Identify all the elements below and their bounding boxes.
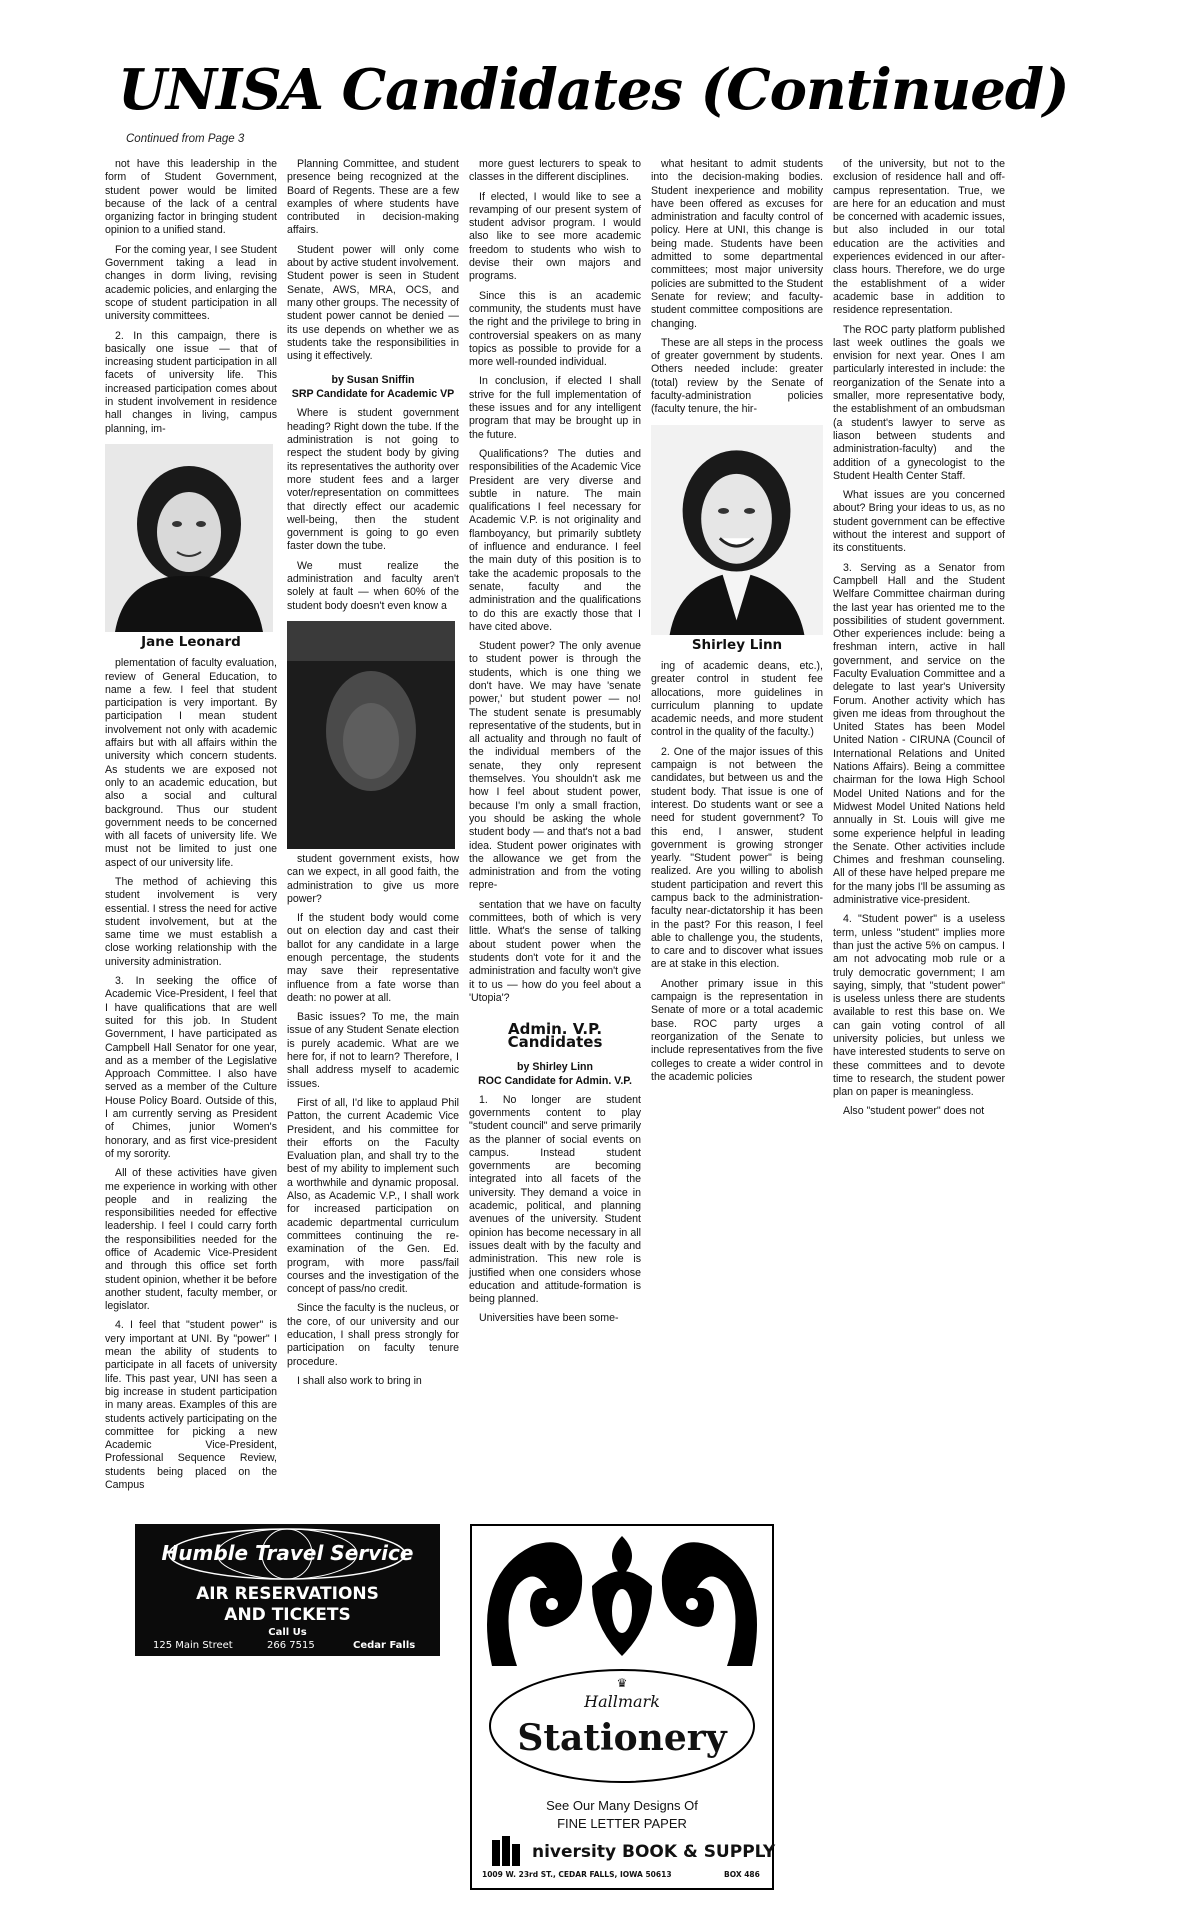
paragraph: 3. In seeking the office of Academic Vice-President, I feel that I have qualifications that are well suited for this job. In Student Government, I have participated as Campbell Hall Senator for one year, and as a member of the Legislative Approach Committee. I also have served as a member of the Culture House Policy Board. Outside of this, I am currently serving as President of Chimes, junior Women's honorary, and as first vice-president of my sorority. — [105, 975, 277, 1160]
article-columns — [105, 158, 1005, 1498]
column-2 — [287, 158, 459, 1394]
column-5 — [833, 158, 1005, 1125]
ad-humble-travel — [135, 1524, 440, 1656]
paragraph: The method of achieving this student involvement is very essential. I stress the need for active student involvement, but at the same time we must establish a close working relationship with the university administration. — [105, 875, 277, 968]
column-2-top — [287, 158, 459, 363]
paragraph: In conclusion, if elected I shall strive for the full implementation of these issues and for any intelligent program that may be brought up in the future. — [469, 375, 641, 441]
paragraph: If elected, I would like to see a revamping of our present system of student advisor program. I would also like to see more academic freedom to students who wish to devise their own majors and programs. — [469, 190, 641, 283]
ad-hallmark-stationery — [470, 1524, 774, 1890]
byline-author: by Shirley Linn — [517, 1060, 593, 1073]
column-3 — [469, 158, 641, 1332]
column-3-top — [469, 158, 641, 1005]
paragraph: Another primary issue in this campaign is the representation in Senate of more or a total academic base. ROC party urges a reorganization of the Senate to include representatives from the five colleges to create a wider control in the academic policies — [651, 977, 823, 1083]
stationery-tagline-2: FINE LETTER PAPER — [557, 1816, 687, 1831]
byline-shirley-linn — [469, 1060, 641, 1088]
paragraph: 1. No longer are student governments content to play "student council" and serve primarily as the planner of social events on campus. Instead student governments are becoming integrated into all facets of the university. They demand a voice in academic, political, and planning avenues of the university. Student opinion has become necessary in all issues dealt with by the faculty and administration. This new role is justified when one considers whose education and attitude-formation is being planned. — [469, 1093, 641, 1306]
paragraph: 4. I feel that "student power" is very important at UNI. By "power" I mean the ability of students to participate in all facets of university life. This past year, UNI has seen a big increase in student participation in many areas. Examples of this are students actively participating on the committee for picking a new Academic Vice-President, Professional Sequence Review, students being placed on the Campus — [105, 1319, 277, 1492]
paragraph: What issues are you concerned about? Bring your ideas to us, as no student government can be effective without the interest and support of its constituents. — [833, 489, 1005, 555]
byline-role: SRP Candidate for Academic VP — [291, 388, 455, 401]
paragraph: If the student body would come out on election day and cast their ballot for any candidate in a large enough percentage, the students may save their representative influence from a fate worse than death: no power at all. — [287, 912, 459, 1004]
store-box: BOX 486 — [724, 1870, 760, 1879]
paragraph: Qualifications? The duties and responsibilities of the Academic Vice President are very diverse and subtle in nature. The main qualifications I feel necessary for Academic V.P. is not originality and flamboyancy, but primarily subtlety of influence and endurance. I feel the main duty of this position is to take the academic proposals to the senate, faculty and the administration and the qualifications to do this are exactly those that I have cited above. — [469, 447, 641, 633]
travel-address: 125 Main Street — [153, 1640, 233, 1651]
column-3-bottom — [469, 1094, 641, 1326]
paragraph: First of all, I'd like to applaud Phil Patton, the current Academic Vice President, and his committee for their efforts on the Faculty Evaluation plan, and shall try to the best of my ability to implement such a worthwhile and dynamic proposal. Also, as Academic V.P., I shall work for increased participation on academic departmental curriculum committees continuing the re-examination of the Gen. Ed. program, with more pass/fail courses and the investigation of the concept of pass/no credit. — [287, 1096, 459, 1296]
paragraph: sentation that we have on faculty committees, both of which is very little. What's the sense of talking about student power when the students don't vote for it and the administration and faculty won't give it to us — how do you feel about a 'Utopia'? — [469, 898, 641, 1004]
stationery-title: Stationery — [517, 1717, 727, 1759]
byline-susan-sniffin — [287, 373, 459, 401]
photo-shirley-linn — [651, 425, 823, 635]
paragraph: more guest lecturers to speak to classes in the different disciplines. — [469, 158, 641, 184]
paragraph: Planning Committee, and student presence being recognized at the Board of Regents. These are a few examples of where students have contributed in decision-making affairs. — [287, 158, 459, 237]
caption-jane-leonard: Jane Leonard — [141, 633, 241, 650]
paragraph: Also "student power" does not — [843, 1105, 985, 1118]
column-5-text — [833, 158, 1005, 1119]
portrait-jane-icon — [105, 444, 273, 632]
portrait-shirley-icon — [651, 425, 823, 635]
column-4 — [651, 158, 823, 1090]
paragraph: student government exists, how can we expect, in all good faith, the administration to give us more power? — [287, 852, 459, 905]
paragraph: For the coming year, I see Student Government taking a lead in changes in dorm living, revising academic policies, and enlarging the scope of student participation in all university committees. — [105, 243, 277, 323]
stationery-tagline-1: See Our Many Designs Of — [546, 1798, 698, 1813]
travel-call-us: Call Us — [268, 1627, 307, 1638]
paragraph: ing of academic deans, etc.), greater control in student fee allocations, more guidelines in curriculum planning to update academic needs, and more student control in the quality of the faculty.) — [651, 659, 823, 739]
store-address: 1009 W. 23rd ST., CEDAR FALLS, IOWA 50613 — [482, 1870, 672, 1879]
portrait-susan-icon — [287, 621, 455, 849]
paragraph: 2. In this campaign, there is basically one issue — that of increasing student participation in all facets of university life. This increased participation comes about in student involvement in residence hall changes in living, campus planning, im- — [105, 329, 277, 435]
paragraph: Universities have been some- — [479, 1312, 619, 1325]
travel-line-2: AND TICKETS — [224, 1605, 351, 1625]
store-name: niversity BOOK & SUPPLY — [532, 1842, 776, 1862]
column-4-bottom — [651, 660, 823, 1084]
column-1-bottom — [105, 657, 277, 1492]
caption-shirley-linn: Shirley Linn — [691, 636, 783, 653]
paragraph: I shall also work to bring in — [297, 1374, 422, 1387]
paragraph: Since this is an academic community, the students must have the right and the privilege to bring in controversial speakers on as many topics as possible to provide for a more well-rounded individual. — [469, 289, 641, 369]
crown-icon: ♛ — [616, 1676, 628, 1690]
paragraph: These are all steps in the process of greater government by students. Others needed include: greater (total) review by the Senate of faculty-administration policies (faculty tenure, the hir- — [651, 336, 823, 416]
byline-author: by Susan Sniffin — [331, 374, 415, 387]
travel-agency-name: Humble Travel Service — [161, 1541, 414, 1565]
page-headline: UNISA Candidates (Continued) — [118, 57, 1069, 123]
paragraph: not have this leadership in the form of Student Government, student power would be limited because of the lack of a central organizing factor in bringing student opinion to a unified stand. — [105, 158, 277, 237]
travel-phone: 266 7515 — [267, 1640, 315, 1651]
paragraph: of the university, but not to the exclusion of residence hall and off-campus representation. True, we are here for an education and must be concerned with academic issues, but also included in our total education are the activities and experiences evidenced in our after-class hours. Therefore, we do urge the establishment of a wider academic base in addition to residence representation. — [833, 158, 1005, 317]
paragraph: The ROC party platform published last week outlines the goals we envision for next year. Ones I am particularly interested in include: the reorganization of the Senate into a smaller, more representative body, the establishment of an ombudsman (a student's lawyer to serve as liason between students and administration-faculty) and the addition of a gynecologist to the Student Health Center Staff. — [833, 323, 1005, 482]
travel-city: Cedar Falls — [353, 1640, 416, 1651]
column-2-mid — [287, 407, 459, 612]
column-4-top — [651, 158, 823, 417]
column-1 — [105, 158, 277, 1498]
ornamental-flourish-icon — [472, 1526, 772, 1676]
travel-line-1: AIR RESERVATIONS — [196, 1584, 379, 1604]
column-2-bottom — [287, 853, 459, 1388]
ads-row — [105, 1510, 1005, 1890]
paragraph: 2. One of the major issues of this campaign is not between the candidates, but between us and the student body. That issue is one of interest. Do students want or see a need for student government? To this end, I answer, student government is growing stronger yearly. "Student power" is being realized. Are you willing to abolish student participation and revert this campus back to the administration-faculty near-dictatorship it has been in the past? For this reason, I feel able to challenge you, the students, to care and to discover what issues are at stake in this election. — [651, 745, 823, 971]
paragraph: We must realize the administration and faculty aren't solely at fault — when 60% of the student body doesn't even know a — [287, 559, 459, 612]
paragraph: Since the faculty is the nucleus, or the core, of our university and our education, I shall press strongly for participation on faculty tenure procedure. — [287, 1302, 459, 1368]
photo-jane-leonard — [105, 444, 273, 632]
paragraph: Where is student government heading? Right down the tube. If the administration is not going to respect the student body by giving its representatives the authority over more student fees and a larger voter/representation on committees that directly effect our academic well-being, then the student government is going to go even faster down the tube. — [287, 407, 459, 553]
continued-from-note: Continued from Page 3 — [126, 133, 245, 145]
paragraph: Student power? The only avenue to student power is through the students, which is one thing we don't have. We may have 'senate power,' but student power — no! The student senate is presumably representative of the students, but in all actuality and through no fault of the individual members of the senate, they only represent themselves. You shouldn't ask me how I feel about student power, because I'm only a small fraction, you should be asking the whole student body — and that's not a bad idea. Student power originates with the allowance we get from the administration and from the voting repre- — [469, 640, 641, 892]
section-heading-admin-vp: Admin. V.P. Candidates — [507, 1020, 603, 1052]
byline-role: ROC Candidate for Admin. V.P. — [478, 1074, 632, 1087]
paragraph: 3. Serving as a Senator from Campbell Hall and the Student Welfare Committee chairman during the last year has oriented me to the possibilities of student government. Other experiences include: being a freshman intern, active in hall government, and service on the Faculty Evaluation Committee and a delegate to last year's University Forum. Another activity which has given me ideas from throughout the United States has been Model United Nation - CIRUNA (Council of International Relations and United Nations Affairs). Being a committee chairman for the Iowa High School Model United Nations and for the Midwest Model United Nations held annually in St. Louis will give me some experience helpful in leading the Senate. Other activities include Chimes and freshman counseling. All of these have helped prepare me for the many jobs I'll be assuming as administrative vice-president. — [833, 561, 1005, 907]
hallmark-logo: Hallmark — [584, 1692, 660, 1711]
paragraph: 4. "Student power" is a useless term, unless "student" implies more than just the active 5% on campus. I am not advocating mob rule or a truly democratic government; I am saying, simply, that "student power" is useless unless there are students available to rest this base on. We can gain voting control of all university policies, but unless we have interested students to serve on these committees and to devote time to research, the student power plan on paper is meaningless. — [833, 913, 1005, 1099]
university-book-logo-icon — [492, 1836, 526, 1866]
photo-susan-sniffin — [287, 621, 455, 849]
column-1-top — [105, 158, 277, 436]
paragraph: All of these activities have given me experience in working with other people and in realizing the responsibilities needed for effective leadership. I feel I could carry forth the responsibilities needed for the office of Academic Vice-President and through this office set forth student opinion, whether it be before another student, faculty member, or legislator. — [105, 1167, 277, 1313]
paragraph: what hesitant to admit students into the decision-making bodies. Student inexperience and mobility have been offered as excuses for administration and faculty control of policy. Here at UNI, this change is being made. Students have been admitted to some departmental committees; most major university policies are submitted to the Student Senate for review; and faculty-student committee compositions are changing. — [651, 158, 823, 330]
paragraph: Basic issues? To me, the main issue of any Student Senate election is purely academic. What are we here for, if not to learn? Therefore, I shall address myself to academic issues. — [287, 1011, 459, 1090]
paragraph: Student power will only come about by active student involvement. Student power is seen in Student Senate, AWS, MRA, OCS, and many other groups. The necessity of student power cannot be denied — its use depends on whether we as students take the responsibilities in using it effectively. — [287, 243, 459, 363]
paragraph: plementation of faculty evaluation, review of General Education, to name a few. I feel that student participation is very important. By participation I mean student involvement not only with academic affairs but with all affairs within the university which concern students. As students we are exposed not only to an academic education, but also a social and cultural background. Thus our student government needs to be concerned with all facets of university life. We must not be limited to just one aspect of our university life. — [105, 657, 277, 869]
